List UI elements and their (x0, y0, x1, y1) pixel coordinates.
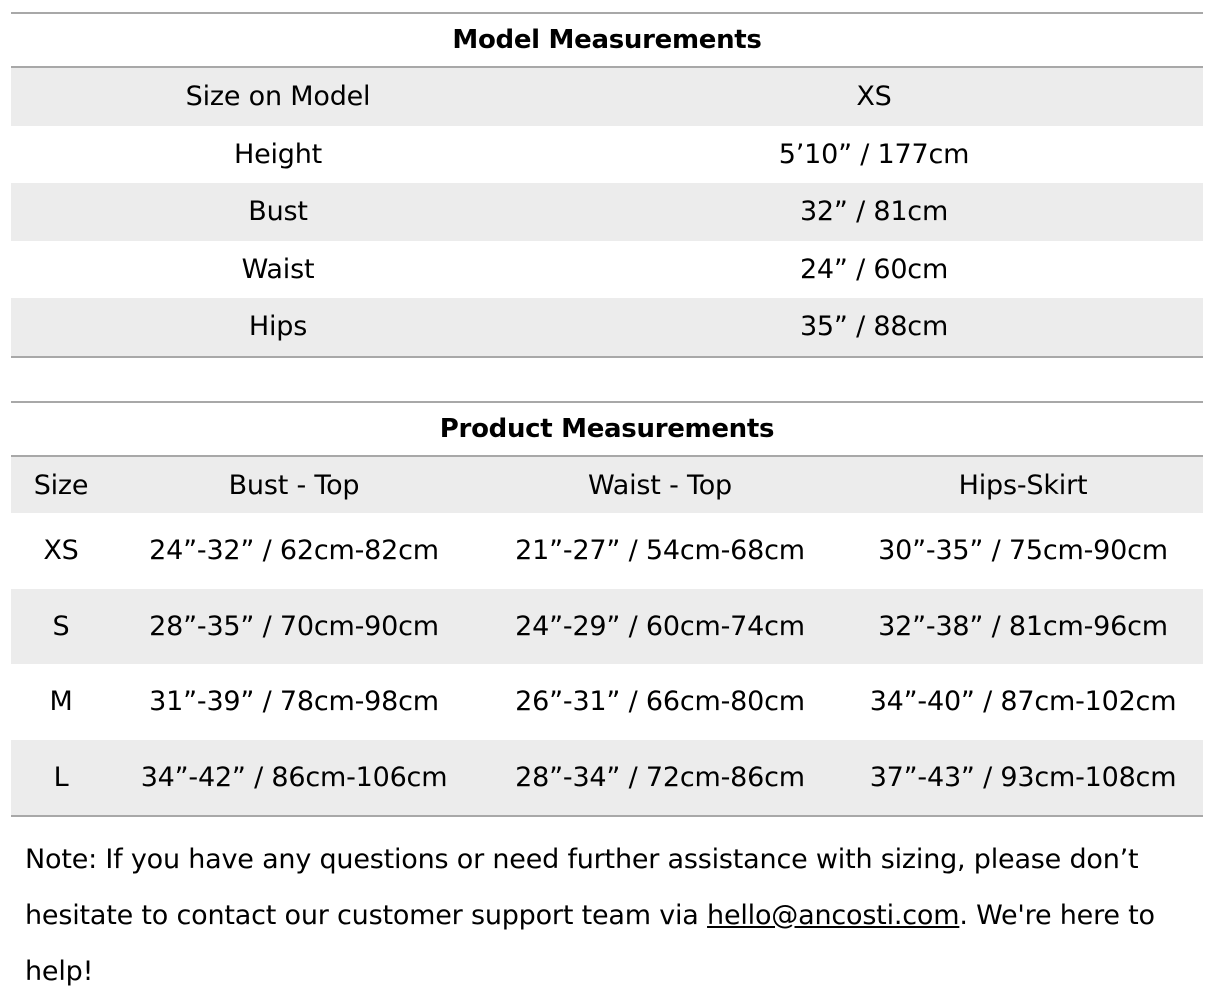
product-measurements-table (11, 401, 1203, 817)
bust-top-cell: 31”-39” / 78cm-98cm (149, 686, 439, 718)
size-cell: M (49, 686, 73, 718)
hips-skirt-cell: 37”-43” / 93cm-108cm (869, 761, 1177, 793)
hips-skirt-cell: 30”-35” / 75cm-90cm (878, 535, 1168, 567)
model-row-value: 32” / 81cm (799, 196, 949, 228)
size-cell: XS (43, 535, 79, 567)
note-line-2-text: hesitate to contact our customer support team via (25, 900, 708, 931)
waist-top-cell: 21”-27” / 54cm-68cm (515, 535, 805, 567)
product-table-body (11, 513, 1203, 817)
model-measurements-table (11, 12, 1203, 358)
support-email-link[interactable]: hello@ancosti.com (707, 900, 960, 931)
bust-top-cell: 24”-32” / 62cm-82cm (149, 535, 439, 567)
model-row-label: Waist (241, 253, 315, 285)
hips-skirt-cell: 32”-38” / 81cm-96cm (878, 610, 1168, 642)
product-table-header (11, 457, 1203, 513)
table-row (11, 740, 1203, 816)
sizing-note (25, 832, 1220, 1000)
model-measurements-body (11, 68, 1203, 358)
model-row-label: Hips (248, 311, 308, 343)
model-row-height (11, 126, 1203, 184)
bust-top-cell: 28”-35” / 70cm-90cm (149, 610, 439, 642)
product-measurements-title: Product Measurements (11, 401, 1203, 457)
column-header-hips-skirt: Hips-Skirt (958, 469, 1088, 501)
hips-skirt-cell: 34”-40” / 87cm-102cm (869, 686, 1177, 718)
model-row-value: 24” / 60cm (799, 253, 949, 285)
model-row-waist (11, 241, 1203, 299)
note-line-2 (25, 888, 1220, 1000)
model-row-label: Height (233, 138, 323, 170)
note-line-2-end: . We're here to help! (25, 900, 1155, 987)
column-header-waist-top: Waist - Top (588, 469, 732, 501)
model-row-size (11, 68, 1203, 126)
size-cell: L (53, 761, 69, 793)
table-row (11, 513, 1203, 589)
waist-top-cell: 24”-29” / 60cm-74cm (515, 610, 805, 642)
table-row (11, 589, 1203, 665)
size-cell: S (52, 610, 70, 642)
note-line-1: Note: If you have any questions or need further assistance with sizing, please don’t (25, 844, 1139, 875)
table-row (11, 664, 1203, 740)
model-row-bust (11, 183, 1203, 241)
model-row-hips (11, 298, 1203, 356)
model-row-label: Bust (248, 196, 308, 228)
model-measurements-title: Model Measurements (11, 12, 1203, 68)
bust-top-cell: 34”-42” / 86cm-106cm (140, 761, 448, 793)
waist-top-cell: 28”-34” / 72cm-86cm (515, 761, 805, 793)
model-row-value: 35” / 88cm (799, 311, 949, 343)
column-header-size: Size (33, 469, 89, 501)
model-row-label: Size on Model (185, 81, 371, 113)
model-row-value: 5’10” / 177cm (778, 138, 970, 170)
column-header-bust-top: Bust - Top (228, 469, 360, 501)
model-row-value: XS (856, 81, 892, 113)
waist-top-cell: 26”-31” / 66cm-80cm (515, 686, 805, 718)
